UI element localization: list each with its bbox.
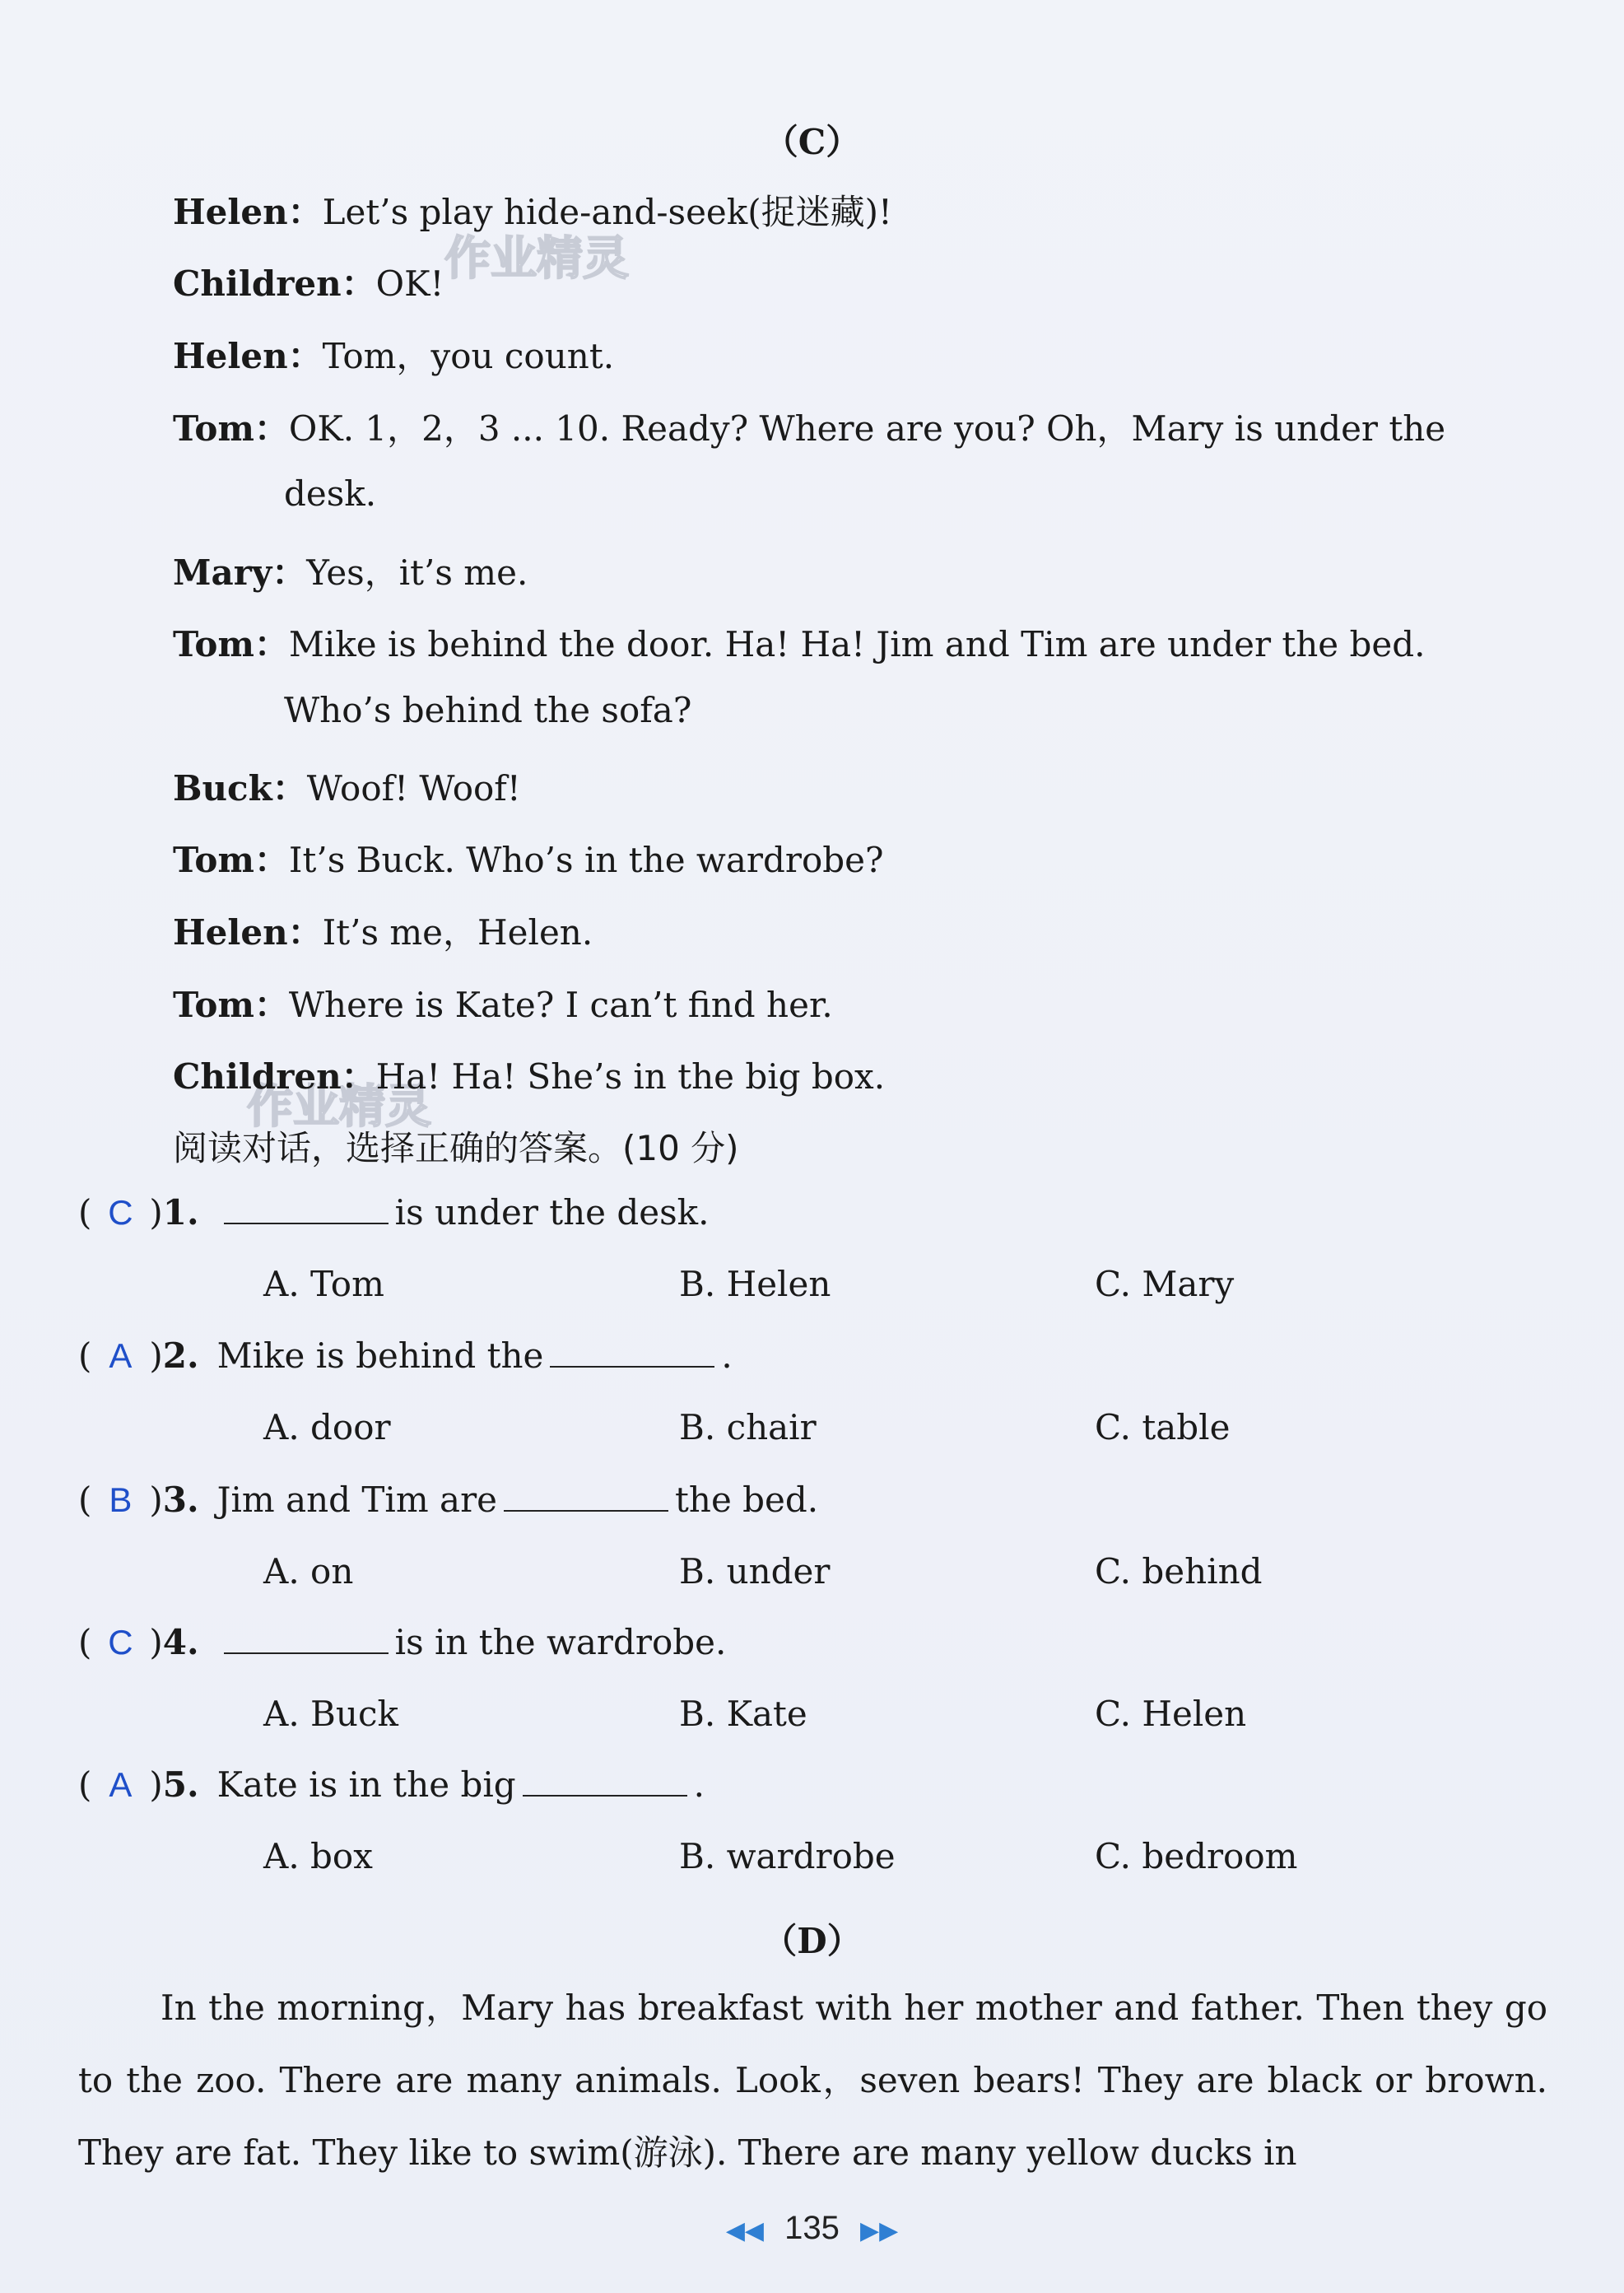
answer-blank [224, 1624, 389, 1654]
answer-blank [550, 1338, 714, 1368]
option-b: B. Helen [679, 1264, 831, 1304]
option-a: A. Buck [263, 1694, 398, 1734]
question-3 [78, 1480, 818, 1520]
dialogue-line [173, 618, 1425, 667]
paren-close: ) [149, 1764, 163, 1805]
paren-close: ) [149, 1335, 163, 1376]
page-footer [0, 2210, 1624, 2247]
question-number: 2. [162, 1335, 199, 1376]
speaker-name: Tom： [173, 840, 289, 880]
dialogue-text: Woof! Woof! [306, 768, 521, 809]
speaker-name: Tom： [173, 624, 289, 664]
speaker-name: Helen： [173, 192, 323, 232]
dialogue-text: Let’s play hide-and-seek(捉迷藏)! [322, 192, 892, 232]
question-text-after: is in the wardrobe. [394, 1622, 727, 1662]
dialogue-text: Mike is behind the door. Ha! Ha! Jim and Tim are under the bed. [288, 624, 1426, 664]
paren-open: ( [78, 1480, 92, 1520]
dialogue-line [173, 978, 833, 1028]
question-number: 1. [162, 1192, 199, 1233]
option-c: C. bedroom [1095, 1836, 1298, 1876]
question-4 [78, 1622, 726, 1662]
dialogue-line [173, 762, 521, 811]
paren-open: ( [78, 1192, 92, 1233]
answer-blank [504, 1482, 668, 1512]
dialogue-continuation: Who’s behind the sofa? [284, 690, 692, 730]
dialogue-line [173, 185, 892, 235]
dialogue-text: It’s me，Helen. [322, 912, 593, 953]
answer-letter: B [109, 1480, 133, 1519]
paren-open: ( [78, 1764, 92, 1805]
question-number: 3. [162, 1480, 199, 1520]
paren-open: ( [78, 1335, 92, 1376]
question-text-after: . [721, 1335, 733, 1376]
question-2 [78, 1335, 733, 1376]
dialogue-line [173, 402, 1445, 451]
speaker-name: Tom： [173, 408, 289, 449]
paren-close: ) [149, 1622, 163, 1662]
question-number: 4. [162, 1622, 199, 1662]
question-text-before: Jim and Tim are [216, 1480, 498, 1520]
option-c: C. Helen [1095, 1694, 1247, 1734]
answer-letter: C [108, 1193, 133, 1232]
speaker-name: Helen： [173, 912, 323, 953]
answer-letter: A [109, 1765, 133, 1804]
speaker-name: Children： [173, 1056, 376, 1097]
dialogue-text: Tom，you count. [322, 336, 615, 376]
dialogue-line [173, 546, 528, 595]
next-arrows-icon: ▶▶ [860, 2217, 899, 2244]
option-b: B. chair [679, 1407, 817, 1447]
section-d-title: （D） [762, 1921, 862, 1961]
question-text-after: the bed. [675, 1480, 819, 1520]
paren-open: ( [78, 1622, 92, 1662]
answer-letter: A [109, 1336, 133, 1375]
option-a: A. box [263, 1836, 373, 1876]
watermark: 作业精灵 [444, 232, 629, 286]
prev-arrows-icon: ◀◀ [725, 2217, 764, 2244]
option-b: B. Kate [679, 1694, 807, 1734]
option-a: A. on [263, 1551, 354, 1592]
answer-blank [523, 1767, 687, 1797]
question-number: 5. [162, 1764, 199, 1805]
option-a: A. door [263, 1407, 391, 1447]
speaker-name: Mary： [173, 552, 307, 593]
option-c: C. table [1095, 1407, 1231, 1447]
dialogue-continuation: desk. [284, 473, 377, 514]
option-a: A. Tom [263, 1264, 384, 1304]
dialogue-text: OK. 1，2，3 ... 10. Ready? Where are you? Oh，Mary is under the [288, 408, 1446, 449]
speaker-name: Helen： [173, 336, 323, 376]
dialogue-text: Ha! Ha! She’s in the big box. [375, 1056, 886, 1097]
dialogue-text: It’s Buck. Who’s in the wardrobe? [288, 840, 884, 880]
speaker-name: Children： [173, 263, 376, 304]
question-5 [78, 1764, 705, 1805]
question-1 [78, 1192, 709, 1233]
option-c: C. Mary [1095, 1264, 1235, 1304]
dialogue-line [173, 329, 614, 379]
watermark: 作业精灵 [247, 1080, 431, 1134]
answer-letter: C [108, 1623, 133, 1661]
option-c: C. behind [1095, 1551, 1263, 1592]
dialogue-text: Where is Kate? I can’t find her. [288, 985, 833, 1025]
dialogue-text: OK! [375, 263, 444, 304]
question-text-before: Kate is in the big [216, 1764, 516, 1805]
question-text-after: is under the desk. [394, 1192, 710, 1233]
option-b: B. wardrobe [679, 1836, 896, 1876]
reading-paragraph: In the morning，Mary has breakfast with her mother and father. Then they go to the zoo. There are many animals. Look，seven bears! They are black or brown. They are fat. They like to swim(游泳). There are many yellow ducks in [78, 1988, 1547, 2173]
section-c-title: （C） [763, 122, 861, 162]
question-text-after: . [693, 1764, 705, 1805]
speaker-name: Tom： [173, 985, 289, 1025]
question-text-before: Mike is behind the [216, 1335, 544, 1376]
speaker-name: Buck： [173, 768, 307, 809]
dialogue-line [173, 1050, 885, 1099]
dialogue-line [173, 257, 444, 306]
paren-close: ) [149, 1480, 163, 1520]
dialogue-line [173, 906, 593, 955]
dialogue-text: Yes，it’s me. [306, 552, 528, 593]
option-b: B. under [679, 1551, 831, 1592]
answer-blank [224, 1195, 389, 1224]
page-number: 135 [784, 2210, 840, 2246]
paren-close: ) [149, 1192, 163, 1233]
instruction: 阅读对话，选择正确的答案。(10 分) [173, 1128, 739, 1168]
dialogue-line [173, 833, 884, 883]
